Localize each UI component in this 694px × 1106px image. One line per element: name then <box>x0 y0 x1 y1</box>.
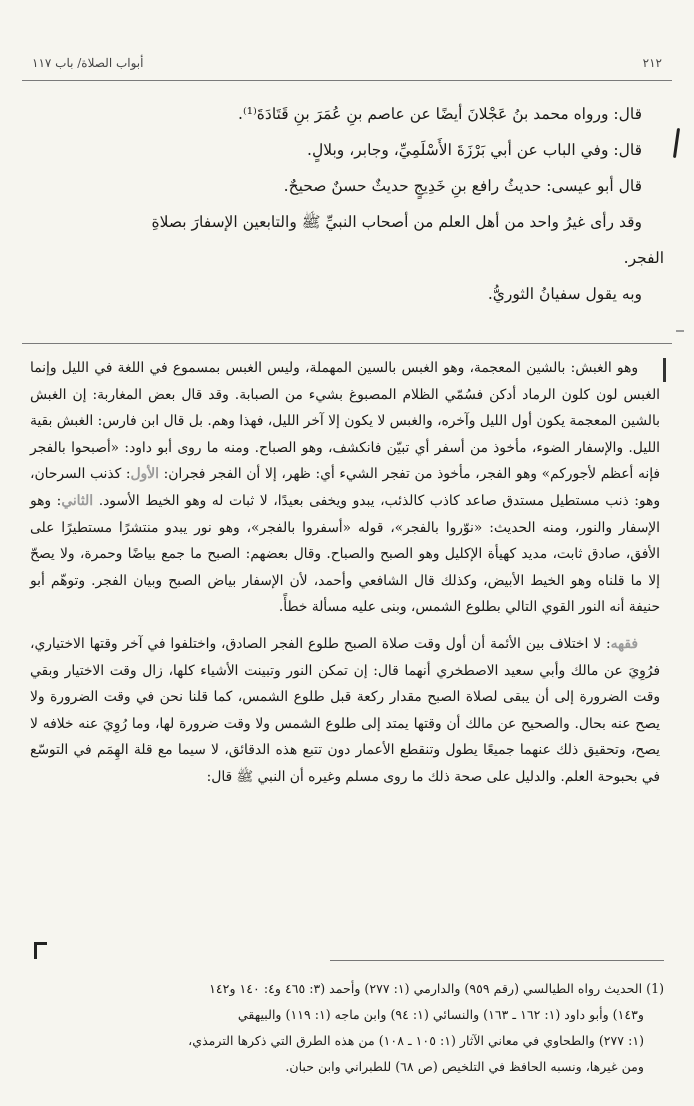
main-line: قال: ورواه محمد بنُ عَجْلانَ أيضًا عن عاصم بنِ عُمَرَ بنِ قَتَادَةَ⁽¹⁾. <box>238 105 642 123</box>
keyword-fiqh: فقهه <box>610 635 638 652</box>
header-divider <box>22 80 672 81</box>
margin-dash <box>676 330 684 332</box>
commentary-paragraph <box>30 355 660 621</box>
footnotes <box>30 976 664 1080</box>
commentary-text: : كذنب السرحان، وهو: ذنب مستطيل مستدق صاعد كاذب كالذئب، يبدو ويخفى بعيدًا، لا ثبات له وهو الخيط الأسود. <box>30 466 661 509</box>
footnote-line: ومن غيرها، ونسبه الحافظ في التلخيص (ص ٦٨) للطبراني وابن حبان. <box>285 1059 644 1074</box>
running-header <box>22 56 672 78</box>
commentary-text: : وهو الإسفار والنور، ومنه الحديث: «نوّروا بالفجر»، قوله «أسفروا بالفجر»، وهو نور يبدو منتشرًا مستطيرًا على الأفق، صادق ثابت، مديد كهيأة الإكليل وهو الصبح والصباح. وقال بعضهم: الصبح ما جمع بياضًا وحمرة، ولا يصحّ إلا ما قلناه وهو الخيط الأبيض، وكذلك قال الشافعي وأحمد، لأن الإسفار بياض الصبح وبيان الفجر. وتوهّم أبو حنيفة أنه النور القوي التالي بطلوع الشمس، وبنى عليه مسألة خطأً. <box>30 492 660 616</box>
main-text <box>30 96 664 312</box>
footnote-line: (1) الحديث رواه الطيالسي (رقم ٩٥٩) والدارمي (١: ٢٧٧) وأحمد (٣: ٤٦٥ و٤: ١٤٠ و١٤٢ <box>209 981 664 996</box>
main-line: وبه يقول سفيانُ الثوريُّ. <box>487 285 642 303</box>
main-line: قال أبو عيسى: حديثُ رافع بنِ خَدِيجٍ حديثٌ حسنٌ صحيحٌ. <box>283 177 642 195</box>
commentary-text: : لا اختلاف بين الأئمة أن أول وقت صلاة الصبح طلوع الفجر الصادق، واختلفوا في آخر وقتها الاختياري، فرُوِيَ عن مالك وأبي سعيد الاصطخري أنهما قال: إن تمكن النور وتبينت الأشياء كلها، زال وقت الاختيار وبقي وقت الضرورة إلى أن يبقى لصلاة الصبح مقدار ركعة قبل طلوع الشمس، كما قلنا نحن في وقت الضرورة ولا يصح عنه بحال. والصحيح عن مالك أن وقتها يمتد إلى طلوع الشمس ولا وقت ضرورة لها، وما رُوِيَ عنه خلافه لا يصح، وتحقيق ذلك عنهما جميعًا يطول وتنقطع الأعمار دون تتبع هذه الدقائق، لا سيما مع قلة الهِمَم في التوسّع في بحبوحة العلم. والدليل على صحة ذلك ما روى مسلم وغيره أن النبي ﷺ قال: <box>30 635 660 785</box>
footnote-divider <box>330 960 664 961</box>
footnote-line: و١٤٣) وأبو داود (١: ١٦٢ ـ ١٦٣) والنسائي (١: ٩٤) وابن ماجه (١: ١١٩) والبيهقي <box>237 1007 644 1022</box>
chapter-title: أبواب الصلاة/ باب ١١٧ <box>32 56 144 70</box>
commentary <box>30 355 660 791</box>
ink-bar-mark <box>663 358 666 382</box>
page-number: ٢١٢ <box>642 56 662 70</box>
footnote-line: (١: ٢٧٧) والطحاوي في معاني الآثار (١: ١٠٥ ـ ١٠٨) من هذه الطرق التي ذكرها الترمذي، <box>188 1033 644 1048</box>
commentary-paragraph <box>30 631 660 791</box>
commentary-divider <box>22 343 672 344</box>
main-line: وقد رأى غيرُ واحد من أهل العلم من أصحاب النبيِّ ﷺ والتابعين الإسفارَ بصلاةِ <box>151 213 642 231</box>
ink-margin-mark <box>673 128 680 158</box>
main-line: الفجر. <box>623 249 664 267</box>
keyword-second: الثاني <box>61 492 94 509</box>
keyword-first: الأول <box>130 466 159 483</box>
main-line: قال: وفي الباب عن أبي بَرْزَةَ الأَسْلَمِيِّ، وجابر، وبلالٍ. <box>307 141 642 159</box>
commentary-text: وهو الغبش: بالشين المعجمة، وهو الغبس بالسين المهملة، وليس الغبس بمسموع في اللغة في الليل وإنما الغبس لون كلون الرماد أدكن فسُمّي الظلام المصبوغ بشيء من الصبابة. وقد قال بعض المغاربة: إن الغبش بالشين المعجمة يكون أول الليل وآخره، والغبس لا يكون إلا آخر الليل، فهذا وهم. بل قال ابن فارس: الغبش بقية الليل. والإسفار الضوء، مأخوذ من أسفر أي تبيّن فانكشف، وهو الصباح. ومنه ما روى أبو داود: «أصبحوا بالفجر فإنه أعظم لأجوركم» وهو الفجر، مأخوذ من تفجر الشيء أي: ظهر، إلا أن الفجر فجران: <box>30 360 660 483</box>
ink-hook-mark <box>34 942 47 959</box>
